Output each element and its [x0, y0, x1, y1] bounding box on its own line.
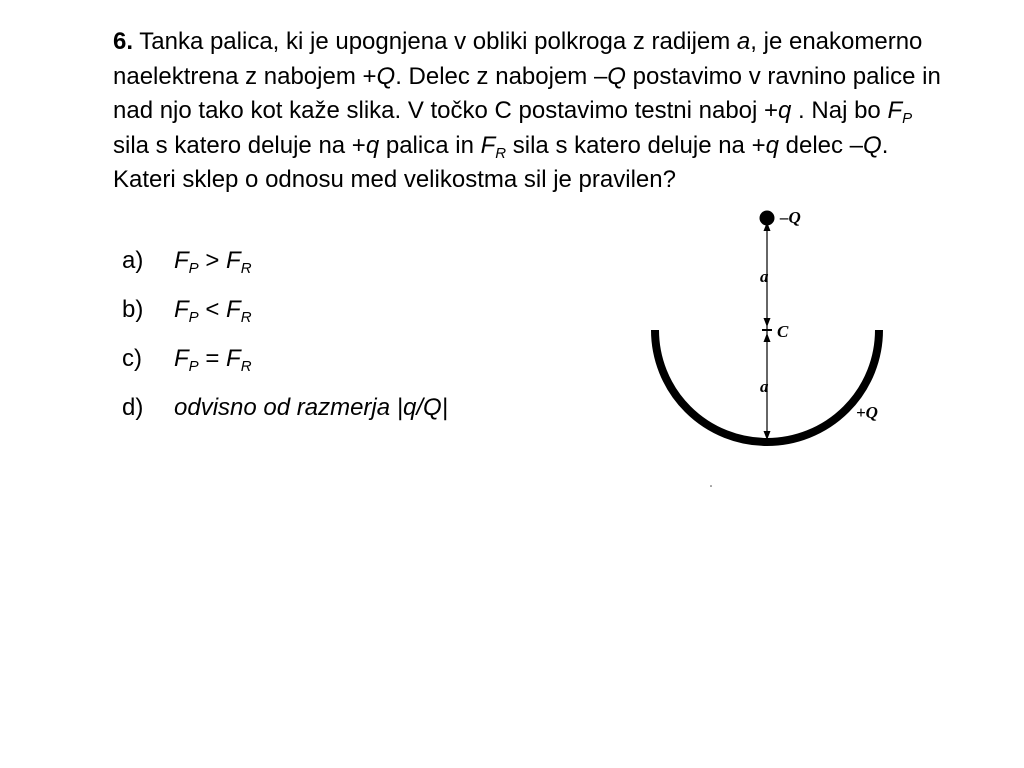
option-d-text: odvisno od razmerja |q/Q| — [174, 394, 448, 421]
symbol-F: F — [887, 97, 903, 124]
problem-text: palica in — [379, 131, 481, 159]
rod-charge-label: +Q — [856, 403, 878, 422]
problem-number: 6. — [113, 28, 134, 55]
option-text — [174, 296, 252, 324]
option-c[interactable] — [122, 345, 448, 394]
top-charge-label: –Q — [780, 208, 801, 227]
symbol-F: F — [174, 345, 189, 372]
symbol-Q: Q — [376, 62, 396, 90]
arrowhead-c-lower — [764, 333, 771, 342]
problem-text: Tanka palica, ki je upognjena v obliki polkroga z radijem — [133, 28, 737, 55]
arrowhead-c-upper — [764, 318, 771, 327]
symbol-a: a — [736, 28, 751, 55]
figure-svg — [640, 200, 900, 500]
symbol-F: F — [226, 296, 241, 323]
option-text — [174, 394, 448, 422]
subscript-P: P — [188, 260, 199, 277]
option-label: c) — [122, 345, 142, 372]
semicircle-figure — [640, 200, 900, 500]
charge-dot — [760, 211, 775, 226]
option-a[interactable] — [122, 247, 448, 296]
relation-operator: = — [198, 345, 227, 372]
distance-label-lower: a — [760, 377, 769, 396]
problem-text: . Kateri sklep o odnosu med velikostma sil je pravilen? — [113, 131, 889, 193]
symbol-F: F — [174, 247, 189, 274]
problem-text: , je enakomerno naelektrena z nabojem + — [113, 28, 923, 90]
subscript-R: R — [240, 260, 252, 277]
subscript-R: R — [495, 144, 507, 162]
symbol-Q: Q — [863, 131, 882, 159]
problem-text: . Naj bo — [791, 97, 888, 124]
symbol-F: F — [226, 345, 241, 372]
symbol-F: F — [174, 296, 189, 323]
speck — [710, 485, 712, 487]
symbol-Q: Q — [607, 62, 626, 90]
answer-options — [122, 247, 448, 443]
symbol-q: q — [365, 131, 380, 159]
option-label: b) — [122, 296, 144, 323]
problem-statement — [113, 25, 943, 198]
subscript-P: P — [188, 358, 199, 375]
subscript-P: P — [902, 110, 913, 127]
symbol-q: q — [778, 97, 792, 124]
option-text — [174, 247, 252, 275]
problem-text: postavimo v ravnino palice in nad njo tako kot kaže slika. V točko C postavimo testni naboj + — [113, 62, 941, 124]
option-text — [174, 345, 252, 373]
subscript-R: R — [240, 309, 252, 326]
problem-text: sila s katero deluje na + — [113, 131, 366, 159]
option-label: d) — [122, 394, 144, 421]
relation-operator: < — [198, 296, 227, 323]
problem-text: sila s katero deluje na + — [506, 131, 766, 159]
problem-text: delec – — [778, 131, 864, 159]
point-c-label: C — [777, 322, 789, 341]
option-d[interactable] — [122, 394, 448, 443]
subscript-P: P — [188, 309, 199, 326]
symbol-q: q — [765, 131, 779, 159]
symbol-F: F — [480, 131, 496, 159]
distance-label-upper: a — [760, 267, 769, 286]
option-label: a) — [122, 247, 144, 274]
relation-operator: > — [198, 247, 227, 274]
symbol-F: F — [226, 247, 241, 274]
subscript-R: R — [240, 358, 252, 375]
option-b[interactable] — [122, 296, 448, 345]
problem-text: . Delec z nabojem – — [395, 62, 608, 90]
